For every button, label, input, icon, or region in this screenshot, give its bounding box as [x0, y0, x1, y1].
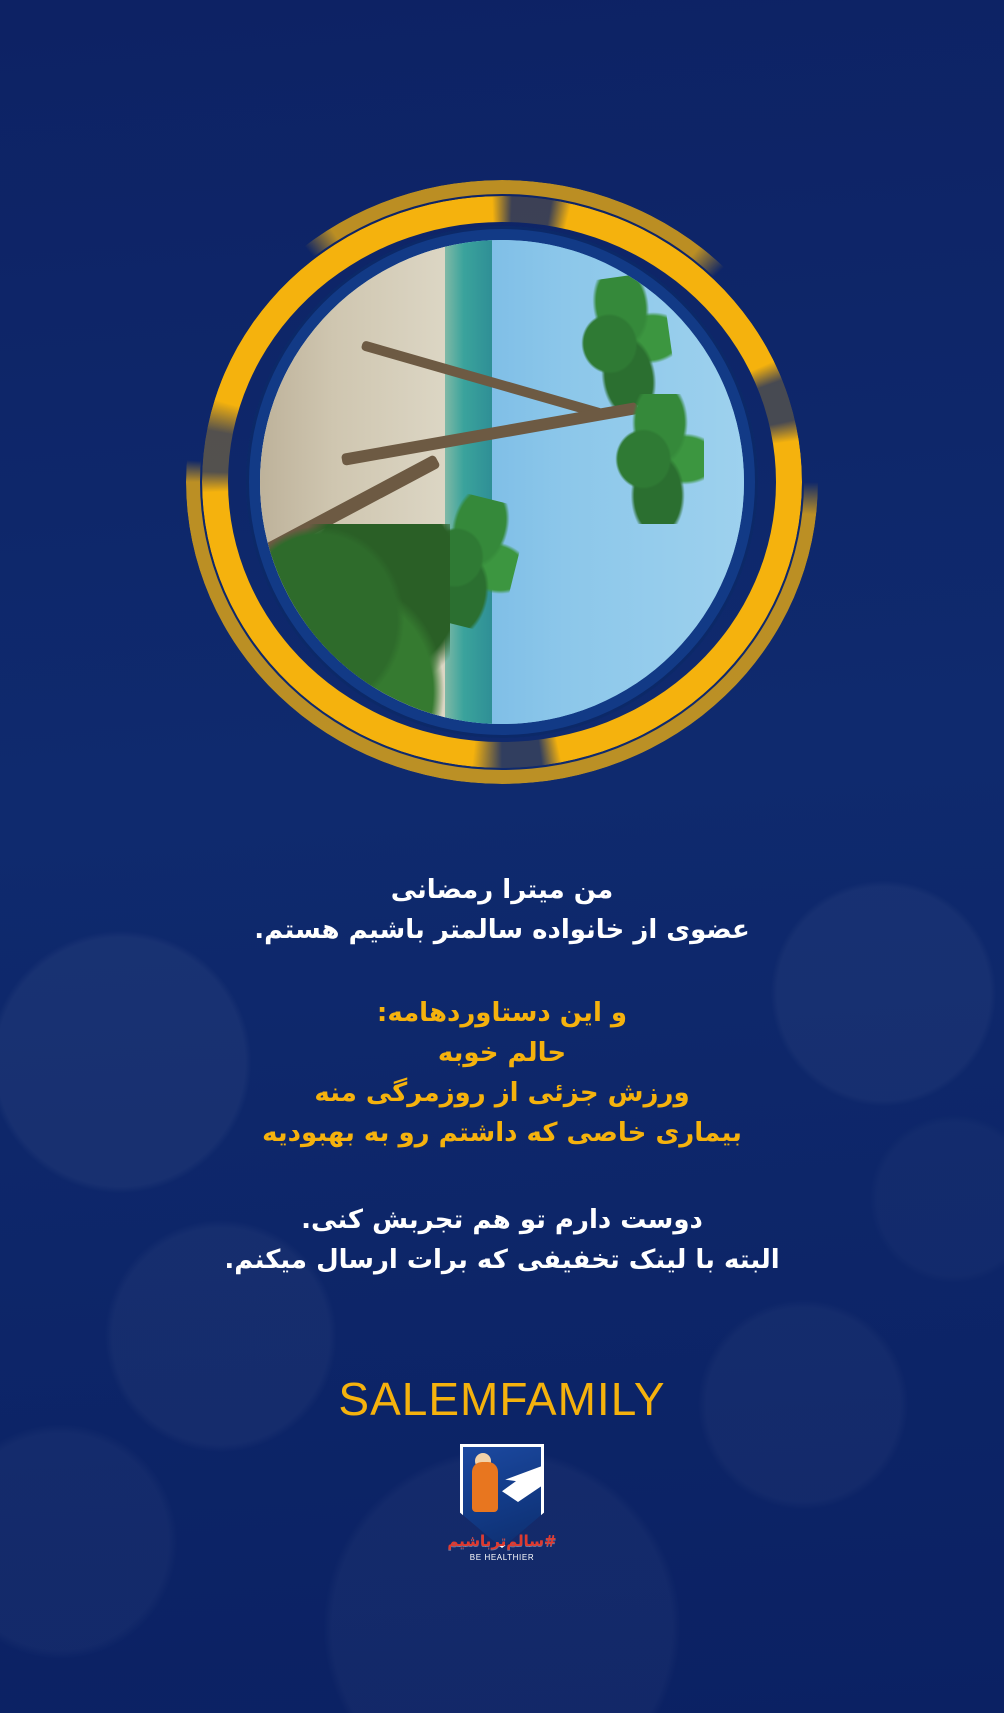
testimonial-achievements [0, 993, 1004, 1154]
brand-name: SALEMFAMILY [338, 1373, 666, 1425]
athlete-body-icon [472, 1462, 498, 1512]
intro-line-2: عضوی از خانواده سالمتر باشیم هستم. [254, 915, 750, 946]
achievements-heading: و این دستاوردهامه: [376, 997, 628, 1028]
testimonial-closing [0, 1200, 1004, 1281]
achievement-item-1: حالم خوبه [437, 1037, 567, 1068]
achievement-item-3: بیماری خاصی که داشتم رو به بهبودیه [262, 1118, 742, 1149]
logo-tagline: BE HEALTHIER [469, 1553, 535, 1562]
testimonial-intro [0, 870, 1004, 951]
closing-line-1: دوست دارم تو هم تجربش کنی. [301, 1204, 703, 1235]
bush-foliage [260, 524, 450, 724]
intro-line-1: من میترا رمضانی [390, 875, 614, 905]
brand-logo-icon [447, 1444, 557, 1564]
beach-photo [260, 240, 744, 724]
palm-crown-2 [594, 394, 704, 524]
sea-band [445, 240, 492, 724]
brand-footer [0, 1372, 1004, 1564]
photo-badge [202, 196, 802, 768]
testimonial-text [0, 870, 1004, 1280]
beach-photo-scene [260, 240, 744, 724]
achievement-item-2: ورزش جزئی از روزمرگی منه [314, 1078, 690, 1109]
closing-line-2: البته با لینک تخفیفی که برات ارسال میکنم. [224, 1245, 780, 1276]
photo-frame [246, 226, 758, 738]
logo-wordmark: #سالم‌تر‌باشیم [447, 1532, 557, 1550]
